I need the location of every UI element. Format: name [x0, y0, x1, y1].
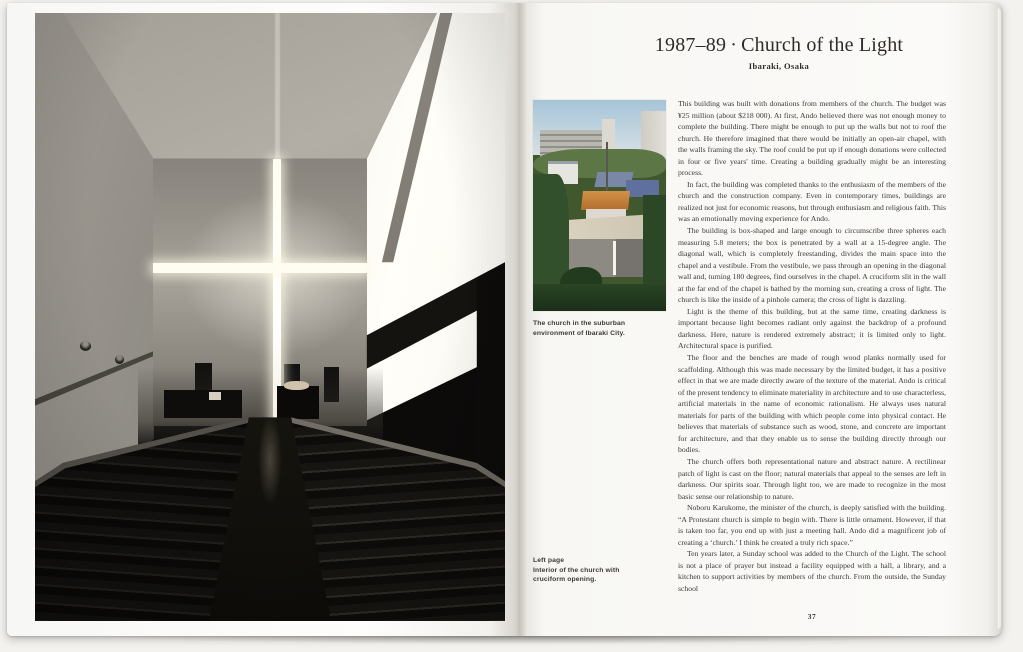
suburban-environment-photo	[533, 100, 666, 311]
page-subtitle: Ibaraki, Osaka	[748, 61, 810, 71]
chapel-interior-photo	[35, 13, 505, 621]
book-drop-shadow	[14, 636, 1021, 646]
paragraph: The church offers both representational nature and abstract nature. A rectilinear patch of light is cast on the floor; natural materials that appeal to the senses are left in darkness. Our spirits soar. Through light too, we are made to recognize in the most basic sense our relationship to nature.	[678, 456, 946, 501]
paragraph: Ten years later, a Sunday school was added to the Church of the Light. The school is not a place of prayer but instead a facility equipped with a hall, a library, and a kitchen to support activities by members of the church. From the outside, the Sunday school	[678, 549, 946, 593]
paragraph: Light is the theme of this building, but at the same time, creating darkness is important because light becomes radiant only against the backdrop of a profound darkness. Here, nature is rendered extremely abstract; it is limited only to light. Architectural space is purified.	[678, 306, 946, 351]
orange-roof-house	[581, 191, 630, 210]
page-number: 37	[807, 612, 817, 621]
title-separator: ·	[730, 34, 738, 56]
church-light-slit	[613, 241, 616, 275]
paragraph: In fact, the building was completed thanks to the enthusiasm of the members of the church and the construction company. Even in contemporary times, buildings are realized not just for economic reasons, but through enthusiasm and religious faith. This was an emotionally moving experience for Ando.	[678, 179, 947, 224]
photo-vignette	[35, 13, 505, 621]
paragraph: Noboru Karukome, the minister of the church, is deeply satisfied with the building. “A Protestant church is simple to begin with. There is little ornament. However, if that is taken too far, you end up with just a meeting hall. Ando did a magnificent job of creating a ‘church.’ I think he created a truly rich space.”	[678, 503, 946, 547]
title-name: Church of the Light	[741, 34, 904, 56]
article-text	[678, 98, 946, 595]
photo-caption-environment: The church in the suburban environment of Ibaraki City.	[533, 320, 626, 337]
foreground-trees	[533, 284, 666, 311]
paragraph: The floor and the benches are made of rough wood planks normally used for scaffolding. Although this was made necessary by the limited budget, it has a positive effect in that we are made directly aware of the texture of the material. Ando is critical of the present tendency to eliminate materiality in architecture and to use characterless, artificial materials in the name of economic rationalism. He always uses natural materials for parts of the building with which people come into physical contact. He believes that materials of substance such as wood, stone, and concrete are important for architecture, and that they enable us to sense the building directly through our bodies.	[678, 353, 946, 455]
chapter-heading	[612, 34, 946, 71]
caption-left-page-label: Left page	[533, 557, 565, 564]
page-title	[612, 34, 946, 57]
page-stack-edge	[997, 8, 1001, 629]
paragraph: The building is box-shaped and large enough to circumscribe three spheres each measuring 5.8 meters; the box is penetrated by a wall at a 15-degree angle. The diagonal wall, which is completely freestanding, divides the main space into the chapel and a vestibule. From the vestibule, we pass through an opening in the diagonal wall and, turning 180 degrees, find ourselves in the chapel. A cruciform slit in the wall at the far end of the chapel is bathed by the morning sun, creating a cross of light. The church is like the inside of a pinhole camera; the cross of light is dazzling.	[678, 226, 946, 305]
paragraph: This building was built with donations from members of the church. The budget was ¥25 million (about $218 000). At first, Ando believed there was not enough money to complete the building. There might be enough to put up the walls but not to roof the church. He therefore imagined that there would be initially an open-air chapel, with the walls framing the sky. The roof could be put up if enough donations were collected in four or five years' time. Creating a building gradually might be an interesting process.	[678, 99, 946, 178]
left-page	[7, 3, 520, 636]
caption-left-page-text: Interior of the church with cruciform opening.	[533, 566, 620, 584]
photo-caption-left-page	[533, 556, 651, 585]
title-years: 1987–89	[654, 34, 727, 56]
book-spread	[7, 3, 1002, 636]
